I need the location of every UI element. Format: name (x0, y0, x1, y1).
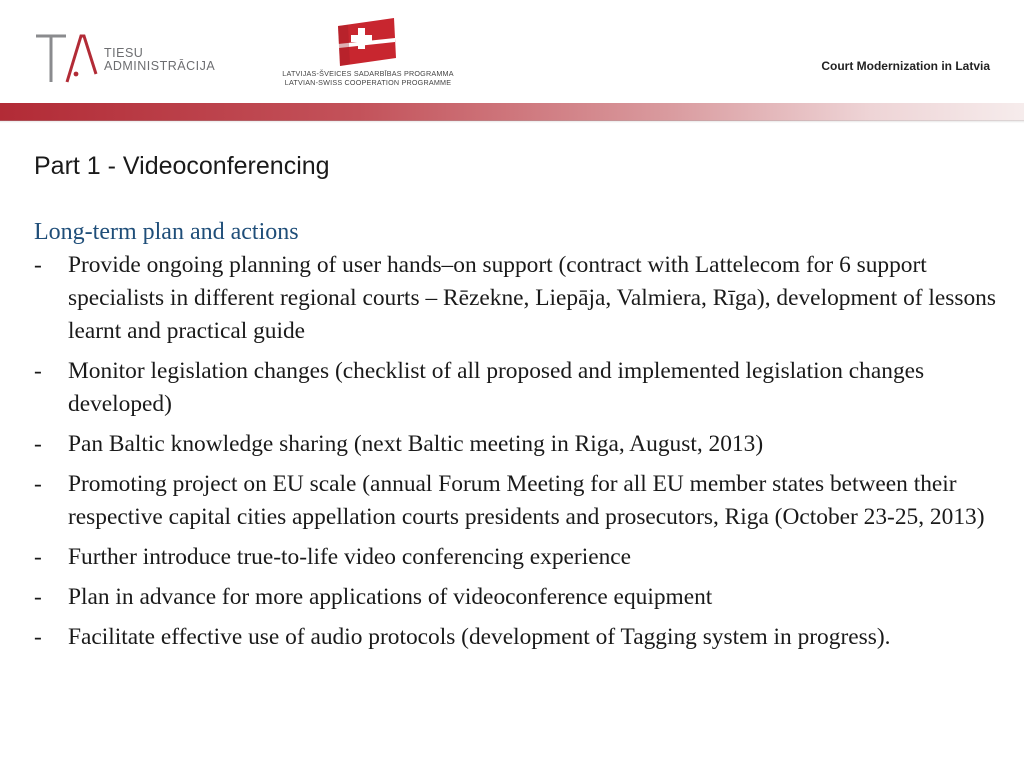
logo-center-line1: LATVIJAS-ŠVEICES SADARBĪBAS PROGRAMMA (282, 69, 454, 78)
ta-logo-mark-icon (34, 30, 100, 86)
logo-left-line2: ADMINISTRĀCIJA (104, 59, 216, 73)
bullet-dash: - (34, 471, 42, 497)
header-title: Court Modernization in Latvia (821, 59, 990, 73)
bullet-dash: - (34, 358, 42, 384)
list-item (34, 621, 1014, 654)
list-item (34, 249, 1014, 348)
bullet-dash: - (34, 544, 42, 570)
programme-caption (278, 69, 458, 87)
list-item (34, 428, 1014, 461)
swiss-latvian-flag-icon (336, 16, 398, 68)
slide-content (34, 217, 1014, 661)
bullet-dash: - (34, 624, 42, 650)
logo-left-line1: TIESU (104, 46, 144, 60)
section-heading: Long-term plan and actions (34, 219, 299, 245)
tiesu-administracija-wordmark (104, 47, 215, 73)
bullet-dash: - (34, 431, 42, 457)
header-bar-shadow (0, 120, 1024, 123)
list-item-text: Promoting project on EU scale (annual Forum Meeting for all EU member states between their respective capital cities appellation courts presidents and prosecutors, Riga (October 23-25, 2013) (68, 471, 985, 530)
list-item (34, 541, 1014, 574)
list-item-text: Monitor legislation changes (checklist of all proposed and implemented legislation changes developed) (68, 358, 925, 417)
list-item-text: Facilitate effective use of audio protocols (development of Tagging system in progress). (68, 624, 891, 650)
slide-title: Part 1 - Videoconferencing (34, 152, 330, 180)
slide-header (0, 0, 1024, 100)
list-item (34, 468, 1014, 534)
list-item (34, 581, 1014, 614)
tiesu-administracija-logo (34, 30, 234, 86)
list-item (34, 355, 1014, 421)
bullet-dash: - (34, 584, 42, 610)
logo-center-line2: LATVIAN-SWISS COOPERATION PROGRAMME (284, 78, 452, 87)
list-item-text: Plan in advance for more applications of videoconference equipment (68, 584, 713, 610)
list-item-text: Further introduce true-to-life video conferencing experience (68, 544, 632, 570)
list-item-text: Provide ongoing planning of user hands–on support (contract with Lattelecom for 6 support specialists in different regional courts – Rēzekne, Liepāja, Valmiera, Rīga), development of lessons learnt and practical guide (68, 252, 996, 344)
header-accent-bar (0, 103, 1024, 121)
action-list (34, 249, 1014, 654)
list-item-text: Pan Baltic knowledge sharing (next Baltic meeting in Riga, August, 2013) (68, 431, 764, 457)
bullet-dash: - (34, 252, 42, 278)
latvian-swiss-programme-logo (278, 16, 458, 88)
